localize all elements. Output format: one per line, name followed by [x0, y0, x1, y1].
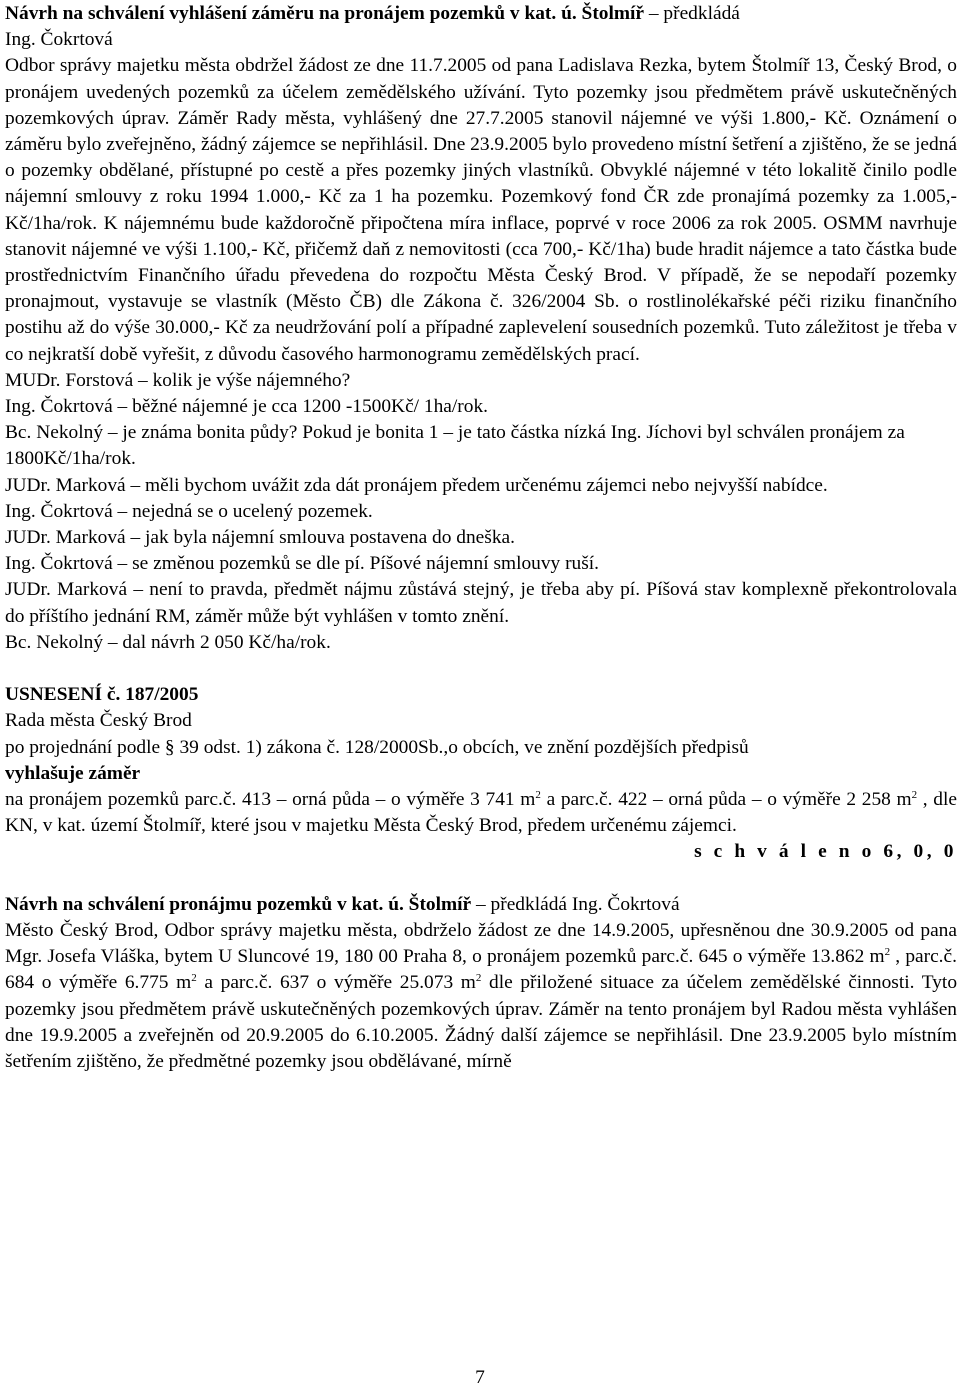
section2-heading-rest: – předkládá Ing. Čokrtová — [471, 893, 680, 915]
resolution-title: USNESENÍ č. 187/2005 — [5, 684, 199, 706]
spacer — [5, 656, 957, 682]
discussion-line-6: JUDr. Marková – jak byla nájemní smlouva postavena do dneška. — [5, 527, 515, 549]
superscript: 2 — [191, 972, 197, 985]
resolution-text-c: , dle KN, v kat. území Štolmíř, které jsou v majetku Města Český Brod, předem určenému zájemci. — [5, 789, 957, 837]
section1-body: Odbor správy majetku města obdržel žádost ze dne 11.7.2005 od pana Ladislava Rezka, bytem Štolmíř 13, Český Brod, o pronájem uvedených pozemků za účelem zemědělského užívání. Tyto pozemky jsou předmětem právě uskutečněných pozemkových úprav. Záměr Rady města, vyhlášený dne 27.7.2005 stanovil nájemné ve výši 1.800,- Kč. Oznámení o záměru bylo zveřejněno, žádný zájemce se nepřihlásil. Dne 23.9.2005 bylo provedeno místní šetření a zjištěno, že se jedná o pozemky obdělané, přístupné po cestě a přes pozemky jiných vlastníků. Obvyklé nájemné v této lokalitě činilo podle nájemní smlouvy z roku 1994 1.000,- Kč za 1 ha pozemku. Pozemkový fond ČR zde pronajímá pozemky za 1.005,- Kč/1ha/rok. K nájemnému bude každoročně připočtena míra inflace, poprvé v roce 2006 za rok 2005. OSMM navrhuje stanovit nájemné ve výši 1.100,- Kč, přičemž daň z nemovitosti (cca 700,- Kč/1ha) bude hradit nájemce a tato částka bude prostřednictvím Finančního úřadu převedena do rozpočtu Města Český Brod. V případě, že se nepodaří pozemky pronajmout, vystavuje se vlastník (Město ČB) dle Zákona č. 326/2004 Sb. o rostlinolékařské péči riziku finančního postihu až do výše 30.000,- Kč za neudržování polí a případné zaplevelení sousedních pozemků. Tuto záležitost je třeba v co nejkratší době vyřešit, z důvodu časového harmonogramu zemědělských prací. — [5, 55, 957, 365]
resolution-action: vyhlašuje záměr — [5, 762, 141, 784]
section1-heading-rest: – předkládá — [644, 3, 740, 24]
resolution-legal-basis: po projednání podle § 39 odst. 1) zákona č. 128/2000Sb.,o obcích, ve znění pozdějších předpisů — [5, 736, 749, 758]
superscript: 2 — [911, 789, 918, 802]
discussion-line-9: Bc. Nekolný – dal návrh 2 050 Kč/ha/rok. — [5, 631, 331, 653]
discussion-line-3: Bc. Nekolný – je známa bonita půdy? Pokud je bonita 1 – je tato částka nízká Ing. Jíchovi byl schválen pronájem za 1800Kč/1ha/rok. — [5, 422, 905, 470]
resolution-council: Rada města Český Brod — [5, 710, 192, 732]
discussion-line-1: MUDr. Forstová – kolik je výše nájemného? — [5, 369, 351, 391]
section1-heading — [5, 1, 957, 27]
superscript: 2 — [884, 946, 891, 959]
discussion-line-4: JUDr. Marková – měli bychom uvážit zda dát pronájem předem určenému zájemci nebo nejvyšší nabídce. — [5, 474, 828, 496]
page-number: 7 — [475, 1367, 485, 1388]
section2-heading-title: Návrh na schválení pronájmu pozemků v kat. ú. Štolmíř — [5, 893, 472, 915]
resolution-vote: s c h v á l e n o 6, 0, 0 — [694, 841, 957, 863]
discussion-line-5: Ing. Čokrtová – nejedná se o ucelený pozemek. — [5, 500, 373, 522]
section1-presenter: Ing. Čokrtová — [5, 29, 113, 51]
section2-text-2: , parc.č. 684 o výměře 6.775 m — [5, 946, 957, 994]
section2-text-4: dle přiložené situace za účelem zemědělské činnosti. Tyto pozemky jsou předmětem právě uskutečněných pozemkových úprav. Záměr na tento pronájem byl Radou města vyhlášen dne 19.9.2005 a zveřejněn od 20.9.2005 do 6.10.2005. Žádný další zájemce se nepřihlásil. Dne 23.9.2005 bylo místním šetřením zjištěno, že předmětné pozemky jsou obdělávané, mírně — [5, 972, 958, 1073]
section2-body — [5, 918, 957, 1075]
discussion-line-7: Ing. Čokrtová – se změnou pozemků se dle pí. Píšové nájemní smlouvy ruší. — [5, 553, 600, 575]
discussion-line-8: JUDr. Marková – není to pravda, předmět nájmu zůstává stejný, je třeba aby pí. Píšová stav komplexně překontrolovala do příštího jednání RM, záměr může být vyhlášen v tomto znění. — [5, 579, 957, 627]
superscript: 2 — [475, 972, 482, 985]
document-page — [5, 1, 957, 1075]
discussion-line-2: Ing. Čokrtová – běžné nájemné je cca 1200 -1500Kč/ 1ha/rok. — [5, 396, 488, 418]
section2-text-1: Město Český Brod, Odbor správy majetku města, obdrželo žádost ze dne 14.9.2005, upřesněnou dne 30.9.2005 od pana Mgr. Josefa Vláška, bytem U Sluncové 19, 180 00 Praha 8, o pronájem pozemků parc.č. 645 o výměře 13.862 m — [5, 920, 957, 968]
section1-heading-title: Návrh na schválení vyhlášení záměru na pronájem pozemků v kat. ú. Štolmíř — [5, 3, 645, 24]
section2-heading — [5, 892, 957, 918]
spacer — [5, 866, 957, 892]
resolution-text-b: a parc.č. 422 – orná půda – o výměře 2 258 m — [540, 789, 912, 811]
section2-text-3: a parc.č. 637 o výměře 25.073 m — [196, 972, 476, 994]
superscript: 2 — [535, 789, 541, 802]
resolution-text-a: na pronájem pozemků parc.č. 413 – orná půda – o výměře 3 741 m — [5, 789, 536, 811]
resolution-text — [5, 787, 957, 839]
